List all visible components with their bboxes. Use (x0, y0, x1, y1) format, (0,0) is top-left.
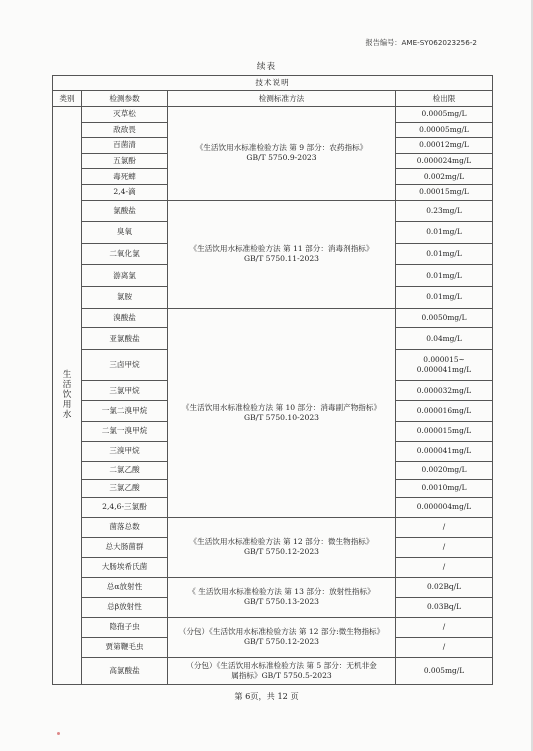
technical-spec-table (52, 75, 493, 685)
method-line: 《生活饮用水标准检验方法 第 10 部分：消毒副产物指标》 (181, 402, 382, 412)
param-cell: 氯酸盐 (82, 200, 168, 222)
param-cell: 游离氯 (82, 265, 168, 287)
param-cell: 五氯酚 (82, 153, 168, 169)
category-char: 活 (62, 380, 72, 391)
continued-label: 续表 (256, 62, 277, 72)
method-cell (168, 308, 396, 517)
table-row (53, 577, 493, 597)
method-line: GB/T 5750.12-2023 (244, 637, 319, 647)
category-cell (53, 107, 82, 685)
method-cell (168, 577, 396, 617)
limit-line: 0.000041mg/L (416, 364, 472, 374)
category-char: 饮 (62, 390, 72, 401)
param-cell: 贾第鞭毛虫 (82, 637, 168, 657)
table-title: 技术说明 (53, 76, 493, 91)
limit-cell: / (396, 637, 493, 657)
limit-cell: 0.000041mg/L (396, 441, 493, 461)
param-cell: 亚氯酸盐 (82, 328, 168, 349)
param-cell: 一氯二溴甲烷 (82, 401, 168, 421)
table-row (53, 657, 493, 684)
param-cell: 三卤甲烷 (82, 349, 168, 381)
method-line: GB/T 5750.13-2023 (244, 597, 319, 607)
col-header-param: 检测参数 (82, 91, 168, 107)
limit-cell: 0.0010mg/L (396, 479, 493, 497)
limit-cell: 0.01mg/L (396, 243, 493, 265)
param-cell: 二氯乙酸 (82, 461, 168, 479)
limit-cell: 0.000032mg/L (396, 381, 493, 401)
limit-cell: 0.04mg/L (396, 328, 493, 349)
param-cell: 大肠埃希氏菌 (82, 557, 168, 577)
method-line: 《生活饮用水标准检验方法 第 9 部分：农药指标》 (195, 143, 368, 153)
method-cell (168, 107, 396, 201)
param-cell: 臭氧 (82, 222, 168, 244)
col-header-limit: 检出限 (396, 91, 493, 107)
limit-cell: 0.02Bq/L (396, 577, 493, 597)
report-number: 报告编号：AME-SY062023256-2 (365, 38, 477, 47)
limit-cell: 0.000024mg/L (396, 153, 493, 169)
table-header-row (53, 91, 493, 107)
col-header-method: 检测标准方法 (168, 91, 396, 107)
method-line: GB/T 5750.10-2023 (244, 412, 319, 422)
param-cell: 2,4,6-三氯酚 (82, 497, 168, 517)
method-line: 属指标》GB/T 5750.5-2023 (231, 670, 332, 680)
limit-cell: 0.01mg/L (396, 265, 493, 287)
category-char: 生 (62, 370, 72, 381)
method-line: 《生活饮用水标准检验方法 第 11 部分：消毒剂指标》 (189, 244, 374, 254)
param-cell: 氯胺 (82, 286, 168, 308)
limit-cell: 0.00012mg/L (396, 138, 493, 154)
scan-mark (57, 732, 60, 735)
method-line: （分包）《生活饮用水标准检验方法 第 5 部分：无机非金 (186, 660, 377, 670)
param-cell: 菌落总数 (82, 517, 168, 537)
param-cell: 总大肠菌群 (82, 537, 168, 557)
table-row (53, 617, 493, 637)
limit-cell: 0.002mg/L (396, 169, 493, 185)
param-cell: 2,4-滴 (82, 184, 168, 200)
limit-cell: 0.00005mg/L (396, 122, 493, 138)
page-number-footer: 第 6页，共 12 页 (234, 691, 299, 701)
limit-cell: 0.0050mg/L (396, 308, 493, 328)
param-cell: 高氯酸盐 (82, 657, 168, 684)
table-row (53, 517, 493, 537)
param-cell: 百菌清 (82, 138, 168, 154)
param-cell: 总β放射性 (82, 597, 168, 617)
col-header-category: 类别 (53, 91, 82, 107)
method-line: GB/T 5750.9-2023 (246, 153, 317, 163)
param-cell: 三氯甲烷 (82, 381, 168, 401)
limit-cell: 0.0005mg/L (396, 107, 493, 123)
limit-cell: 0.0020mg/L (396, 461, 493, 479)
method-line: GB/T 5750.12-2023 (244, 547, 319, 557)
method-cell (168, 517, 396, 577)
limit-cell: / (396, 537, 493, 557)
method-cell (168, 657, 396, 684)
limit-cell: 0.000015mg/L (396, 421, 493, 441)
limit-cell: 0.00015mg/L (396, 184, 493, 200)
param-cell: 总α放射性 (82, 577, 168, 597)
param-cell: 溴酸盐 (82, 308, 168, 328)
limit-cell: 0.01mg/L (396, 222, 493, 244)
limit-cell: / (396, 617, 493, 637)
limit-cell: / (396, 517, 493, 537)
limit-cell: 0.005mg/L (396, 657, 493, 684)
method-line: 《生活饮用水标准检验方法 第 12 部分：微生物指标》 (189, 537, 374, 547)
limit-cell: 0.01mg/L (396, 286, 493, 308)
limit-cell: / (396, 557, 493, 577)
param-cell: 毒死蜱 (82, 169, 168, 185)
limit-cell (396, 349, 493, 381)
category-char: 用 (62, 400, 72, 411)
category-char: 水 (62, 410, 72, 421)
param-cell: 三氯乙酸 (82, 479, 168, 497)
table-row (53, 308, 493, 328)
method-cell (168, 200, 396, 308)
param-cell: 灭草松 (82, 107, 168, 123)
limit-cell: 0.03Bq/L (396, 597, 493, 617)
table-row (53, 107, 493, 123)
method-cell (168, 617, 396, 657)
method-line: （分包）《生活饮用水标准检验方法 第 12 部分:微生物指标》 (178, 627, 385, 637)
method-line: GB/T 5750.11-2023 (244, 254, 319, 264)
table-row (53, 200, 493, 222)
param-cell: 二氯一溴甲烷 (82, 421, 168, 441)
param-cell: 敌敌畏 (82, 122, 168, 138)
param-cell: 三溴甲烷 (82, 441, 168, 461)
method-line: 《 生活饮用水标准检验方法 第 13 部分：放射性指标》 (188, 587, 375, 597)
limit-cell: 0.23mg/L (396, 200, 493, 222)
param-cell: 隐孢子虫 (82, 617, 168, 637)
param-cell: 二氧化氯 (82, 243, 168, 265)
limit-cell: 0.000016mg/L (396, 401, 493, 421)
limit-cell: 0.000004mg/L (396, 497, 493, 517)
limit-line: 0.000015~ (423, 354, 465, 364)
